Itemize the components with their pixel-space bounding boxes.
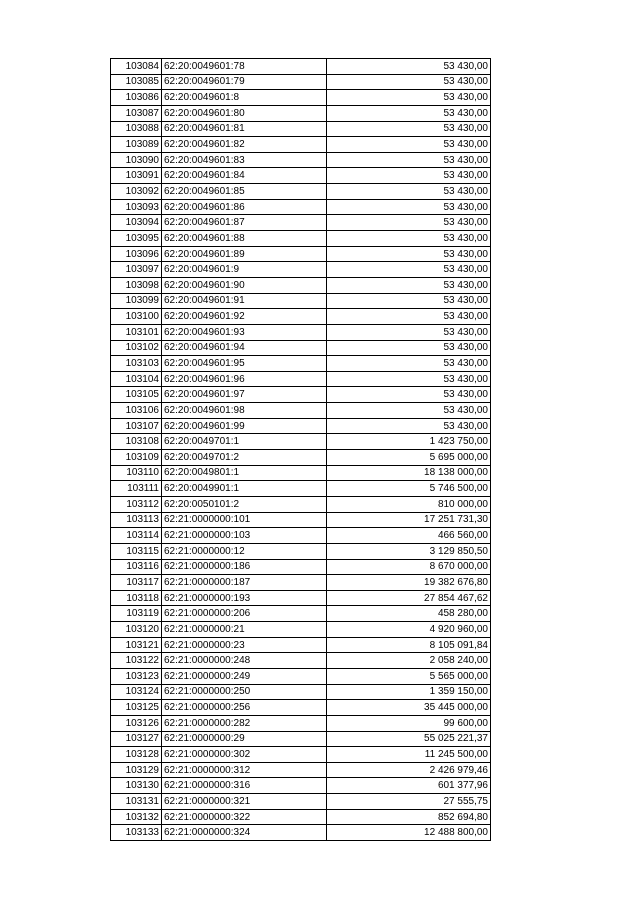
cadastral-value-cell: 53 430,00 <box>327 215 491 231</box>
row-number-cell: 103088 <box>111 121 162 137</box>
cadastral-number-cell: 62:21:0000000:206 <box>162 606 327 622</box>
row-number-cell: 103102 <box>111 340 162 356</box>
row-number-cell: 103097 <box>111 262 162 278</box>
cadastral-number-cell: 62:21:0000000:29 <box>162 731 327 747</box>
cadastral-value-table <box>110 58 491 841</box>
cadastral-value-cell: 27 555,75 <box>327 794 491 810</box>
row-number-cell: 103092 <box>111 184 162 200</box>
cadastral-number-cell: 62:20:0049601:9 <box>162 262 327 278</box>
table-row <box>111 481 491 497</box>
row-number-cell: 103099 <box>111 293 162 309</box>
row-number-cell: 103106 <box>111 403 162 419</box>
cadastral-number-cell: 62:20:0049601:78 <box>162 59 327 75</box>
cadastral-value-cell: 35 445 000,00 <box>327 700 491 716</box>
cadastral-value-cell: 8 105 091,84 <box>327 637 491 653</box>
cadastral-value-cell: 2 426 979,46 <box>327 762 491 778</box>
table-row <box>111 168 491 184</box>
table-row <box>111 715 491 731</box>
cadastral-number-cell: 62:20:0049601:91 <box>162 293 327 309</box>
cadastral-number-cell: 62:20:0049601:82 <box>162 137 327 153</box>
cadastral-number-cell: 62:20:0049601:98 <box>162 403 327 419</box>
table-row <box>111 434 491 450</box>
table-row <box>111 199 491 215</box>
table-row <box>111 778 491 794</box>
row-number-cell: 103100 <box>111 309 162 325</box>
cadastral-number-cell: 62:20:0049601:87 <box>162 215 327 231</box>
row-number-cell: 103093 <box>111 199 162 215</box>
table-row <box>111 277 491 293</box>
table-row <box>111 184 491 200</box>
cadastral-value-cell: 53 430,00 <box>327 418 491 434</box>
cadastral-number-cell: 62:20:0049601:93 <box>162 324 327 340</box>
table-row <box>111 231 491 247</box>
cadastral-number-cell: 62:20:0049601:96 <box>162 371 327 387</box>
row-number-cell: 103104 <box>111 371 162 387</box>
cadastral-value-cell: 53 430,00 <box>327 277 491 293</box>
cadastral-value-cell: 53 430,00 <box>327 199 491 215</box>
cadastral-number-cell: 62:21:0000000:282 <box>162 715 327 731</box>
table-row <box>111 731 491 747</box>
table-row <box>111 293 491 309</box>
cadastral-number-cell: 62:20:0049601:90 <box>162 277 327 293</box>
cadastral-value-cell: 12 488 800,00 <box>327 825 491 841</box>
row-number-cell: 103117 <box>111 575 162 591</box>
cadastral-value-cell: 1 359 150,00 <box>327 684 491 700</box>
cadastral-value-cell: 53 430,00 <box>327 340 491 356</box>
cadastral-value-cell: 53 430,00 <box>327 59 491 75</box>
row-number-cell: 103131 <box>111 794 162 810</box>
cadastral-number-cell: 62:20:0049601:92 <box>162 309 327 325</box>
cadastral-number-cell: 62:20:0049601:94 <box>162 340 327 356</box>
cadastral-number-cell: 62:21:0000000:324 <box>162 825 327 841</box>
table-row <box>111 496 491 512</box>
table-row <box>111 403 491 419</box>
cadastral-value-cell: 19 382 676,80 <box>327 575 491 591</box>
cadastral-number-cell: 62:20:0049901:1 <box>162 481 327 497</box>
cadastral-value-cell: 18 138 000,00 <box>327 465 491 481</box>
cadastral-value-cell: 4 920 960,00 <box>327 622 491 638</box>
cadastral-value-cell: 53 430,00 <box>327 246 491 262</box>
table-row <box>111 762 491 778</box>
cadastral-number-cell: 62:20:0049601:8 <box>162 90 327 106</box>
row-number-cell: 103133 <box>111 825 162 841</box>
table-row <box>111 606 491 622</box>
table-row <box>111 700 491 716</box>
cadastral-number-cell: 62:20:0049601:79 <box>162 74 327 90</box>
cadastral-number-cell: 62:20:0049601:81 <box>162 121 327 137</box>
cadastral-number-cell: 62:21:0000000:322 <box>162 809 327 825</box>
table-row <box>111 528 491 544</box>
cadastral-value-cell: 53 430,00 <box>327 324 491 340</box>
row-number-cell: 103089 <box>111 137 162 153</box>
cadastral-value-cell: 11 245 500,00 <box>327 747 491 763</box>
table-row <box>111 637 491 653</box>
row-number-cell: 103086 <box>111 90 162 106</box>
row-number-cell: 103103 <box>111 356 162 372</box>
cadastral-value-cell: 53 430,00 <box>327 184 491 200</box>
row-number-cell: 103127 <box>111 731 162 747</box>
table-row <box>111 262 491 278</box>
cadastral-number-cell: 62:20:0049601:85 <box>162 184 327 200</box>
cadastral-value-cell: 3 129 850,50 <box>327 543 491 559</box>
cadastral-number-cell: 62:21:0000000:21 <box>162 622 327 638</box>
cadastral-number-cell: 62:21:0000000:316 <box>162 778 327 794</box>
row-number-cell: 103107 <box>111 418 162 434</box>
row-number-cell: 103085 <box>111 74 162 90</box>
cadastral-number-cell: 62:21:0000000:321 <box>162 794 327 810</box>
cadastral-number-cell: 62:21:0000000:248 <box>162 653 327 669</box>
table-row <box>111 356 491 372</box>
cadastral-value-cell: 53 430,00 <box>327 309 491 325</box>
cadastral-value-cell: 53 430,00 <box>327 137 491 153</box>
table-row <box>111 622 491 638</box>
cadastral-number-cell: 62:21:0000000:193 <box>162 590 327 606</box>
cadastral-value-cell: 53 430,00 <box>327 168 491 184</box>
table-row <box>111 450 491 466</box>
table-row <box>111 74 491 90</box>
cadastral-value-cell: 53 430,00 <box>327 90 491 106</box>
cadastral-value-cell: 53 430,00 <box>327 105 491 121</box>
cadastral-value-cell: 5 565 000,00 <box>327 668 491 684</box>
table-row <box>111 668 491 684</box>
cadastral-value-cell: 55 025 221,37 <box>327 731 491 747</box>
cadastral-value-cell: 53 430,00 <box>327 387 491 403</box>
row-number-cell: 103118 <box>111 590 162 606</box>
row-number-cell: 103095 <box>111 231 162 247</box>
row-number-cell: 103119 <box>111 606 162 622</box>
cadastral-value-cell: 53 430,00 <box>327 152 491 168</box>
row-number-cell: 103115 <box>111 543 162 559</box>
table-row <box>111 543 491 559</box>
table-row <box>111 121 491 137</box>
cadastral-number-cell: 62:21:0000000:186 <box>162 559 327 575</box>
cadastral-value-cell: 53 430,00 <box>327 231 491 247</box>
row-number-cell: 103122 <box>111 653 162 669</box>
cadastral-value-cell: 5 746 500,00 <box>327 481 491 497</box>
table-body <box>111 59 491 841</box>
table-row <box>111 809 491 825</box>
cadastral-value-cell: 1 423 750,00 <box>327 434 491 450</box>
cadastral-number-cell: 62:20:0049601:99 <box>162 418 327 434</box>
table-row <box>111 215 491 231</box>
row-number-cell: 103128 <box>111 747 162 763</box>
row-number-cell: 103110 <box>111 465 162 481</box>
cadastral-number-cell: 62:21:0000000:302 <box>162 747 327 763</box>
row-number-cell: 103124 <box>111 684 162 700</box>
table-row <box>111 387 491 403</box>
row-number-cell: 103126 <box>111 715 162 731</box>
cadastral-number-cell: 62:21:0000000:101 <box>162 512 327 528</box>
cadastral-value-cell: 5 695 000,00 <box>327 450 491 466</box>
table-row <box>111 105 491 121</box>
row-number-cell: 103084 <box>111 59 162 75</box>
cadastral-value-cell: 53 430,00 <box>327 121 491 137</box>
row-number-cell: 103120 <box>111 622 162 638</box>
table-row <box>111 324 491 340</box>
row-number-cell: 103132 <box>111 809 162 825</box>
cadastral-number-cell: 62:21:0000000:103 <box>162 528 327 544</box>
table-row <box>111 684 491 700</box>
cadastral-number-cell: 62:20:0049601:84 <box>162 168 327 184</box>
cadastral-value-cell: 852 694,80 <box>327 809 491 825</box>
table-row <box>111 575 491 591</box>
cadastral-value-cell: 53 430,00 <box>327 356 491 372</box>
row-number-cell: 103108 <box>111 434 162 450</box>
row-number-cell: 103101 <box>111 324 162 340</box>
row-number-cell: 103094 <box>111 215 162 231</box>
cadastral-value-cell: 601 377,96 <box>327 778 491 794</box>
table-row <box>111 309 491 325</box>
cadastral-value-cell: 53 430,00 <box>327 74 491 90</box>
cadastral-value-cell: 53 430,00 <box>327 403 491 419</box>
table-row <box>111 559 491 575</box>
row-number-cell: 103130 <box>111 778 162 794</box>
cadastral-number-cell: 62:20:0049701:2 <box>162 450 327 466</box>
cadastral-number-cell: 62:21:0000000:12 <box>162 543 327 559</box>
cadastral-number-cell: 62:20:0049801:1 <box>162 465 327 481</box>
row-number-cell: 103105 <box>111 387 162 403</box>
cadastral-number-cell: 62:21:0000000:187 <box>162 575 327 591</box>
cadastral-value-cell: 17 251 731,30 <box>327 512 491 528</box>
row-number-cell: 103125 <box>111 700 162 716</box>
table-row <box>111 653 491 669</box>
table-row <box>111 465 491 481</box>
table-row <box>111 246 491 262</box>
cadastral-number-cell: 62:20:0049601:89 <box>162 246 327 262</box>
row-number-cell: 103123 <box>111 668 162 684</box>
cadastral-number-cell: 62:21:0000000:249 <box>162 668 327 684</box>
row-number-cell: 103096 <box>111 246 162 262</box>
row-number-cell: 103112 <box>111 496 162 512</box>
row-number-cell: 103087 <box>111 105 162 121</box>
cadastral-number-cell: 62:20:0049601:88 <box>162 231 327 247</box>
table-row <box>111 590 491 606</box>
cadastral-number-cell: 62:20:0049601:97 <box>162 387 327 403</box>
cadastral-value-cell: 466 560,00 <box>327 528 491 544</box>
table-row <box>111 59 491 75</box>
row-number-cell: 103111 <box>111 481 162 497</box>
cadastral-value-cell: 2 058 240,00 <box>327 653 491 669</box>
row-number-cell: 103109 <box>111 450 162 466</box>
table-row <box>111 794 491 810</box>
table-row <box>111 512 491 528</box>
row-number-cell: 103090 <box>111 152 162 168</box>
cadastral-number-cell: 62:21:0000000:312 <box>162 762 327 778</box>
cadastral-value-cell: 53 430,00 <box>327 371 491 387</box>
cadastral-number-cell: 62:21:0000000:256 <box>162 700 327 716</box>
cadastral-value-cell: 27 854 467,62 <box>327 590 491 606</box>
table-row <box>111 371 491 387</box>
row-number-cell: 103091 <box>111 168 162 184</box>
cadastral-value-cell: 99 600,00 <box>327 715 491 731</box>
table-row <box>111 90 491 106</box>
table-row <box>111 340 491 356</box>
cadastral-value-cell: 8 670 000,00 <box>327 559 491 575</box>
cadastral-number-cell: 62:20:0049601:80 <box>162 105 327 121</box>
row-number-cell: 103129 <box>111 762 162 778</box>
table-row <box>111 418 491 434</box>
table-row <box>111 137 491 153</box>
cadastral-number-cell: 62:20:0050101:2 <box>162 496 327 512</box>
table-row <box>111 152 491 168</box>
cadastral-number-cell: 62:21:0000000:250 <box>162 684 327 700</box>
cadastral-number-cell: 62:20:0049601:83 <box>162 152 327 168</box>
row-number-cell: 103114 <box>111 528 162 544</box>
row-number-cell: 103113 <box>111 512 162 528</box>
cadastral-value-cell: 458 280,00 <box>327 606 491 622</box>
cadastral-number-cell: 62:20:0049601:86 <box>162 199 327 215</box>
row-number-cell: 103098 <box>111 277 162 293</box>
cadastral-value-cell: 810 000,00 <box>327 496 491 512</box>
cadastral-number-cell: 62:20:0049601:95 <box>162 356 327 372</box>
cadastral-value-cell: 53 430,00 <box>327 262 491 278</box>
table-row <box>111 825 491 841</box>
row-number-cell: 103121 <box>111 637 162 653</box>
cadastral-value-cell: 53 430,00 <box>327 293 491 309</box>
row-number-cell: 103116 <box>111 559 162 575</box>
table-row <box>111 747 491 763</box>
cadastral-number-cell: 62:20:0049701:1 <box>162 434 327 450</box>
cadastral-number-cell: 62:21:0000000:23 <box>162 637 327 653</box>
